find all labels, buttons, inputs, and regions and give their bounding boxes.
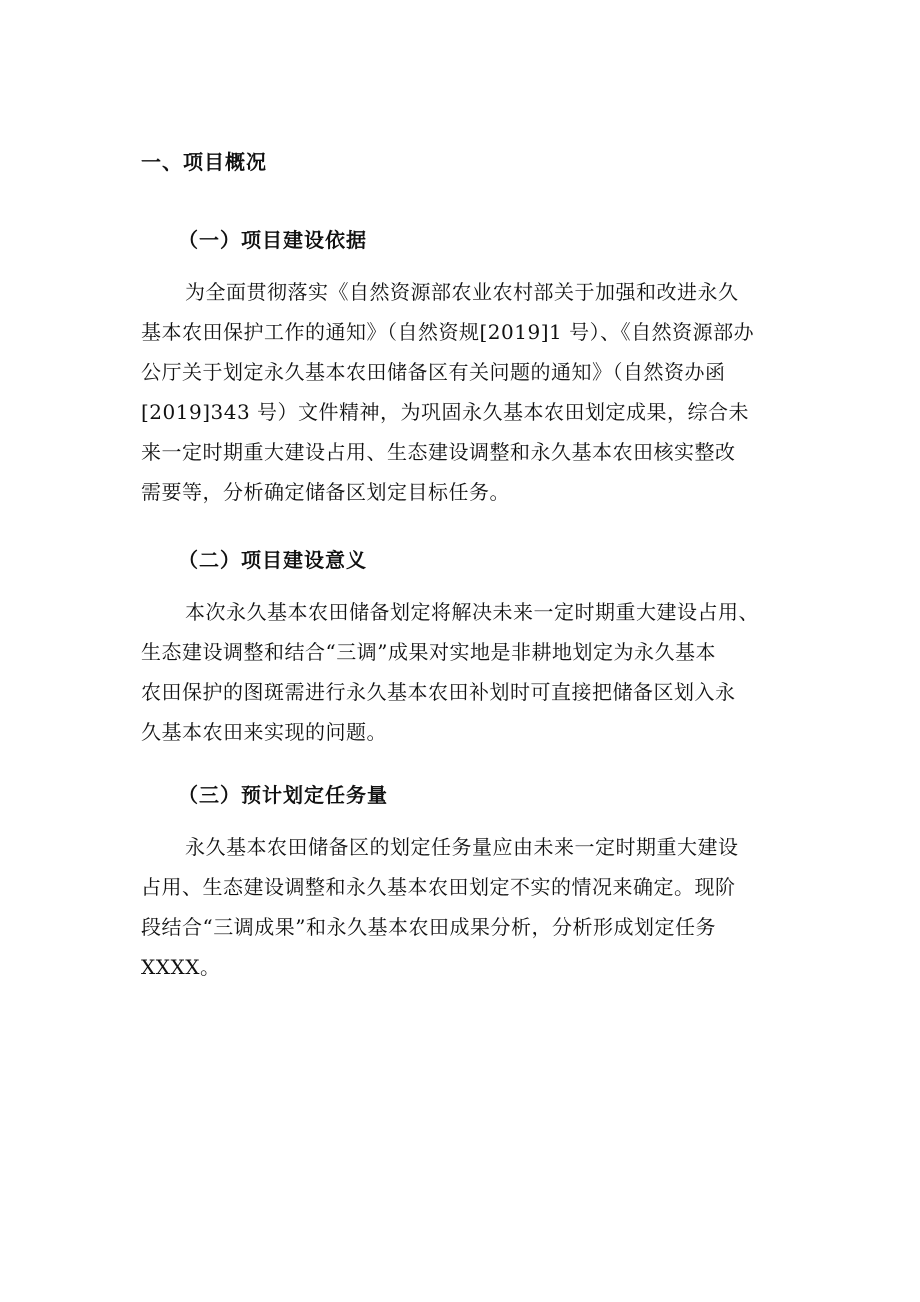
- paragraph-task-volume: [141, 827, 781, 987]
- main-heading: 一、项目概况: [141, 150, 267, 174]
- section-heading-significance: （二）项目建设意义: [178, 548, 367, 572]
- paragraph-line: 段结合“三调成果”和永久基本农田成果分析，分析形成划定任务: [141, 915, 716, 939]
- paragraph-line: 农田保护的图斑需进行永久基本农田补划时可直接把储备区划入永: [141, 680, 736, 704]
- paragraph-line: [2019]343 号）文件精神，为巩固永久基本农田划定成果，综合未: [141, 400, 750, 424]
- paragraph-basis: [141, 272, 781, 512]
- paragraph-line: 永久基本农田储备区的划定任务量应由未来一定时期重大建设: [185, 835, 739, 859]
- paragraph-significance: [141, 592, 781, 752]
- paragraph-line: 本次永久基本农田储备划定将解决未来一定时期重大建设占用、: [185, 600, 759, 624]
- paragraph-line: 公厅关于划定永久基本农田储备区有关问题的通知》（自然资办函: [141, 360, 726, 384]
- paragraph-line: 久基本农田来实现的问题。: [141, 720, 387, 744]
- paragraph-line: 来一定时期重大建设占用、生态建设调整和永久基本农田核实整改: [141, 440, 736, 464]
- paragraph-line: XXXX。: [141, 955, 221, 979]
- paragraph-line: 占用、生态建设调整和永久基本农田划定不实的情况来确定。现阶: [141, 875, 736, 899]
- paragraph-line: 为全面贯彻落实《自然资源部农业农村部关于加强和改进永久: [185, 280, 739, 304]
- section-heading-basis: （一）项目建设依据: [178, 228, 367, 252]
- paragraph-line: 需要等，分析确定储备区划定目标任务。: [141, 480, 510, 504]
- paragraph-line: 生态建设调整和结合“三调”成果对实地是非耕地划定为永久基本: [141, 640, 716, 664]
- paragraph-line: 基本农田保护工作的通知》（自然资规[2019]1 号）、《自然资源部办: [141, 320, 755, 344]
- section-heading-task-volume: （三）预计划定任务量: [178, 783, 388, 807]
